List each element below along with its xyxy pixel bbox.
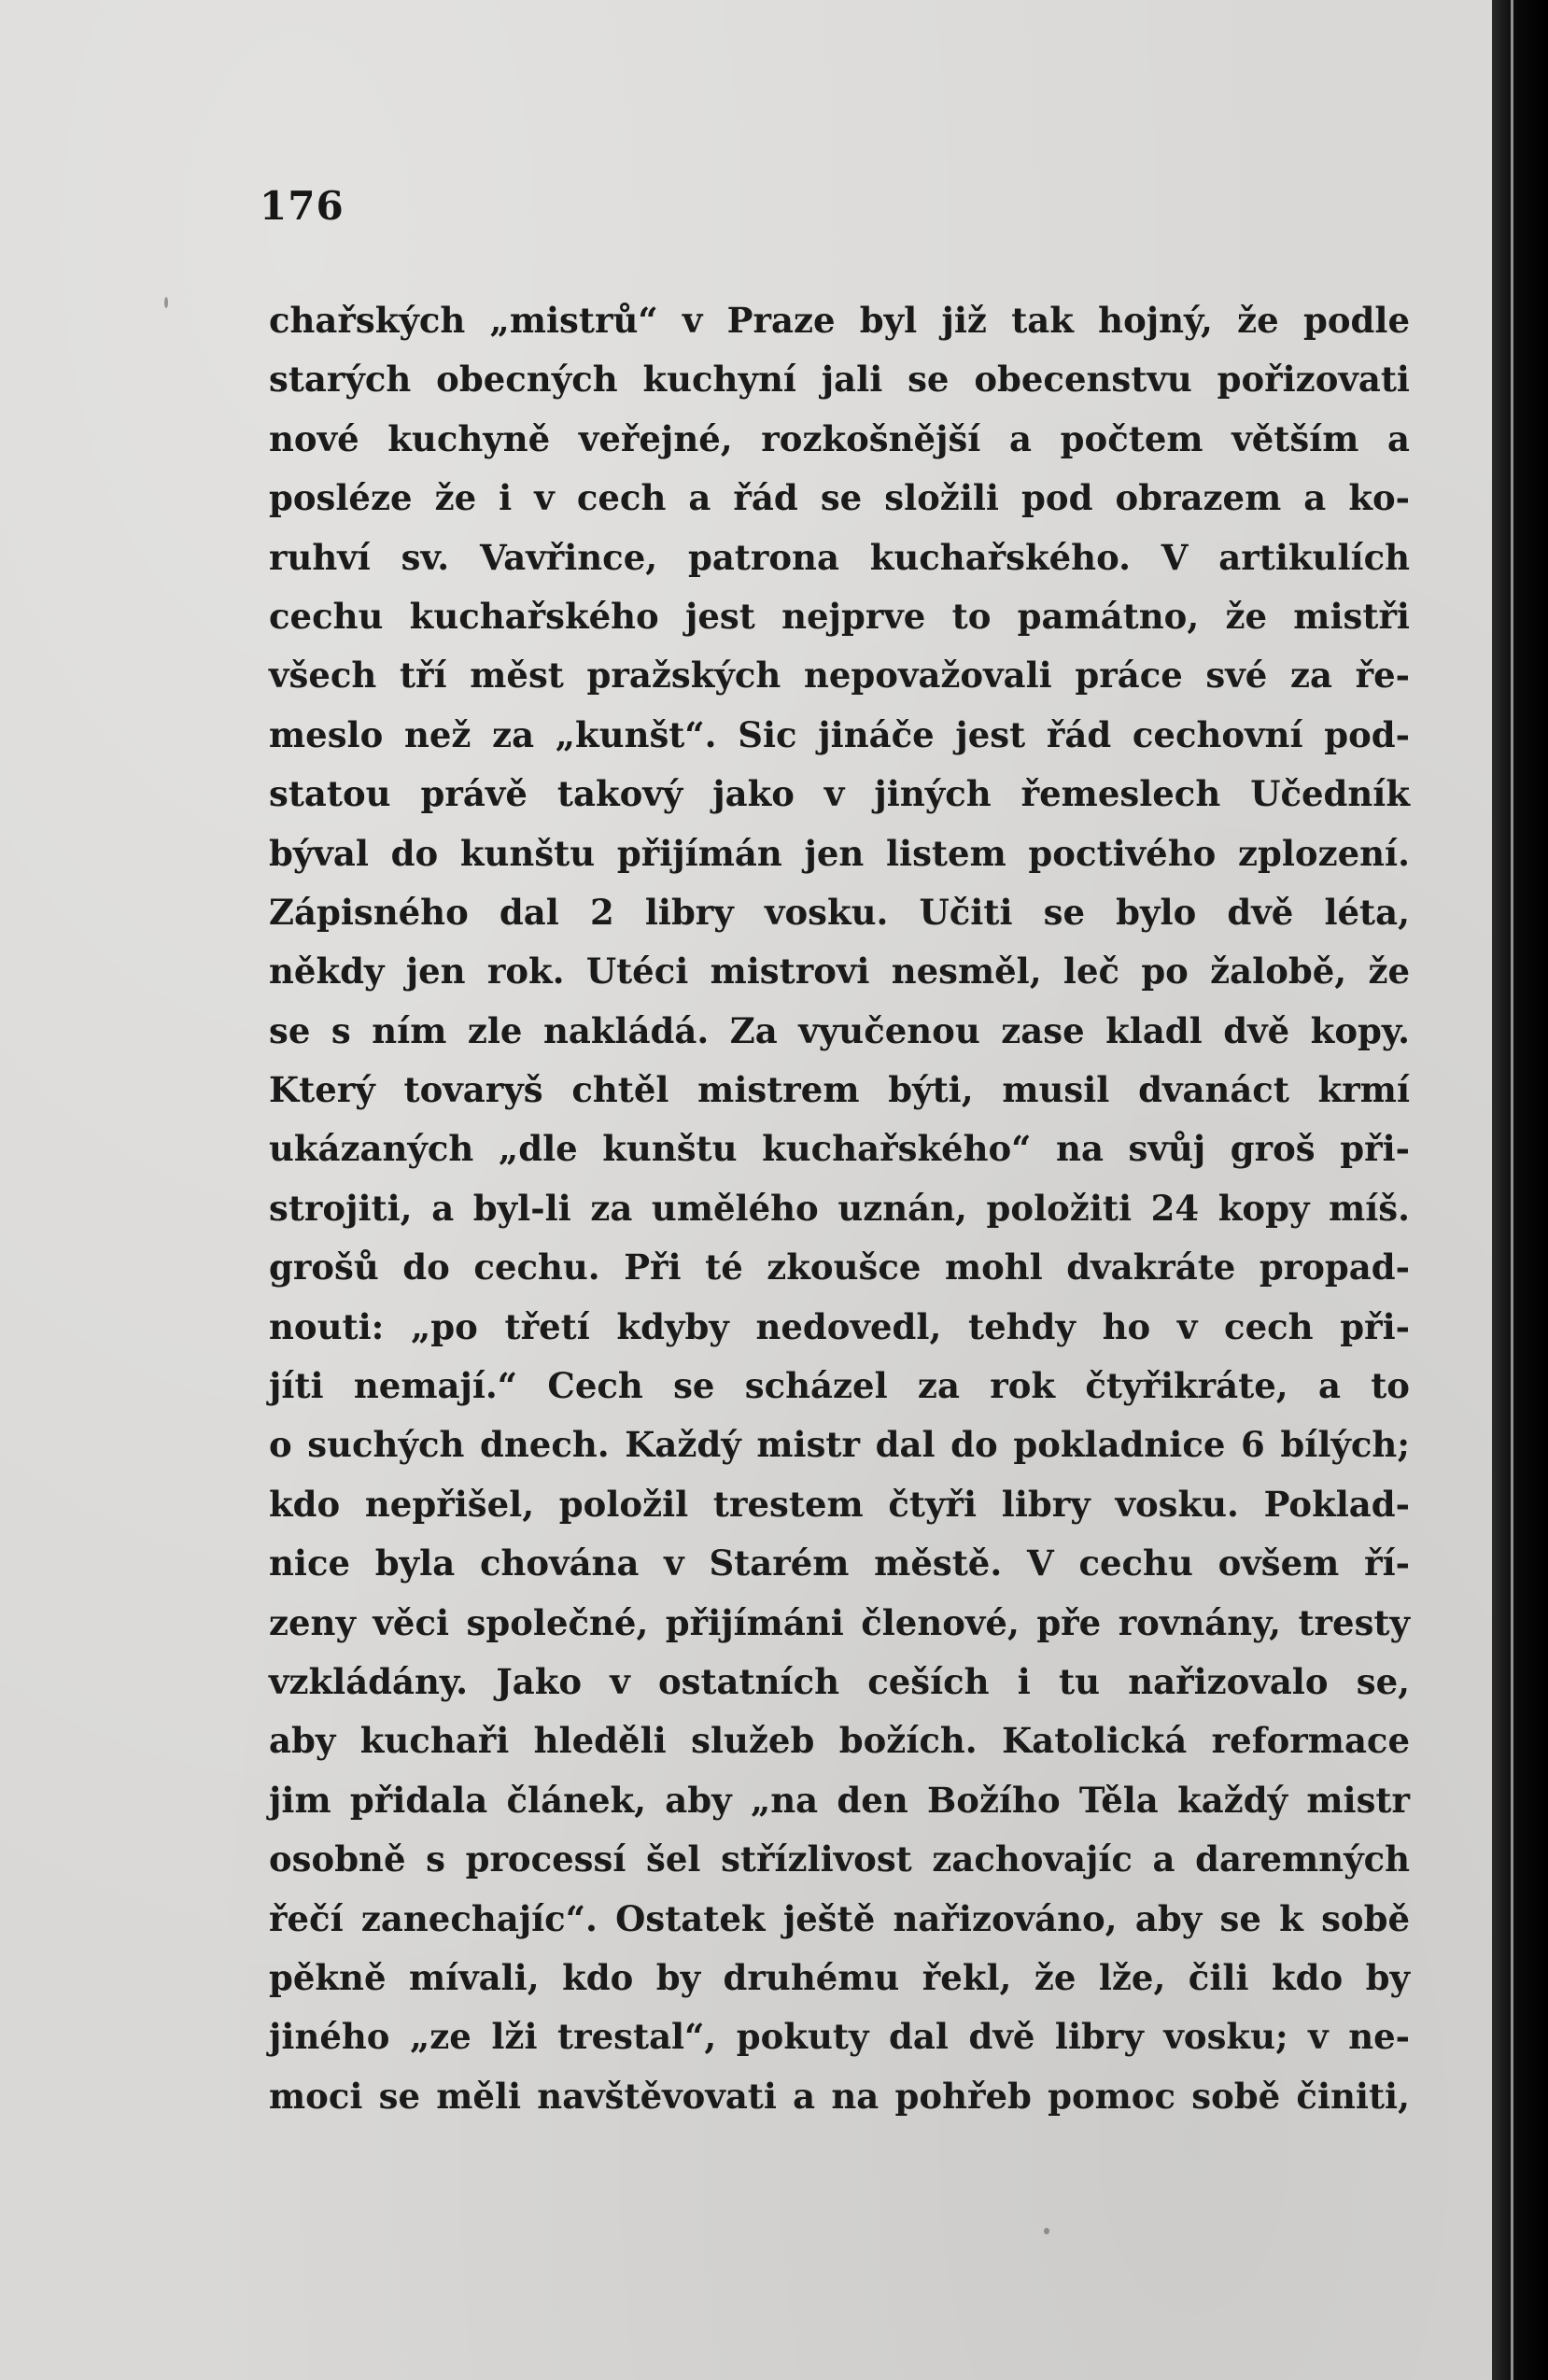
text-line: všech tří měst pražských nepovažovali práce své za ře- xyxy=(269,655,1410,697)
text-line: řečí zanechajíc“. Ostatek ještě nařizováno, aby se k sobě xyxy=(269,1897,1410,1939)
text-line: jim přidala článek, aby „na den Božího Těla každý mistr xyxy=(269,1779,1410,1821)
page-number: 176 xyxy=(260,183,345,229)
text-line: zeny věci společné, přijímáni členové, pře rovnány, tresty xyxy=(269,1601,1410,1643)
text-line: býval do kunštu přijímán jen listem poctivého zplození. xyxy=(269,832,1410,874)
text-line: nice byla chována v Starém městě. V cechu ovšem ří- xyxy=(269,1542,1410,1584)
text-line: vzkládány. Jako v ostatních ceších i tu nařizovalo se, xyxy=(269,1660,1410,1702)
text-line: o suchých dnech. Každý mistr dal do pokladnice 6 bílých; xyxy=(269,1424,1410,1466)
text-line: někdy jen rok. Utéci mistrovi nesměl, leč po žalobě, že xyxy=(269,951,1410,993)
text-line: nové kuchyně veřejné, rozkošnější a počtem větším a xyxy=(269,417,1410,459)
text-line: grošů do cechu. Při té zkoušce mohl dvakráte propad- xyxy=(269,1246,1410,1289)
text-line: jiného „ze lži trestal“, pokuty dal dvě libry vosku; v ne- xyxy=(269,2016,1410,2058)
text-line: statou právě takový jako v jiných řemeslech Učedník xyxy=(269,773,1410,815)
text-line: moci se měli navštěvovati a na pohřeb pomoc sobě činiti, xyxy=(269,2075,1410,2117)
text-line: nouti: „po třetí kdyby nedovedl, tehdy ho v cech při- xyxy=(269,1305,1410,1347)
text-line: starých obecných kuchyní jali se obecenstvu pořizovati xyxy=(269,359,1410,401)
text-line: chařských „mistrů“ v Praze byl již tak hojný, že podle xyxy=(269,300,1410,341)
text-line: posléze že i v cech a řád se složili pod obrazem a ko- xyxy=(269,477,1410,519)
text-line: strojiti, a byl-li za umělého uznán, položiti 24 kopy míš. xyxy=(269,1187,1410,1229)
text-line: cechu kuchařského jest nejprve to památno, že mistři xyxy=(269,595,1410,637)
text-line: Zápisného dal 2 libry vosku. Učiti se bylo dvě léta, xyxy=(269,891,1410,933)
page-edge-shadow xyxy=(1492,0,1548,2380)
text-line: aby kuchaři hleděli služeb božích. Katolická reformace xyxy=(269,1720,1410,1762)
text-line: osobně s processí šel střízlivost zachovajíc a daremných xyxy=(269,1838,1410,1880)
text-line: se s ním zle nakládá. Za vyučenou zase kladl dvě kopy. xyxy=(269,1009,1410,1051)
text-line: kdo nepřišel, položil trestem čtyři libry vosku. Poklad- xyxy=(269,1483,1410,1525)
print-speck xyxy=(1044,2228,1049,2234)
text-line: ruhví sv. Vavřince, patrona kuchařského. V artikulích xyxy=(269,536,1410,578)
text-line: ukázaných „dle kunštu kuchařského“ na svůj groš při- xyxy=(269,1128,1410,1170)
print-speck xyxy=(164,297,168,308)
text-line: Který tovaryš chtěl mistrem býti, musil dvanáct krmí xyxy=(269,1069,1410,1111)
body-text xyxy=(269,291,1410,2126)
text-line: meslo než za „kunšt“. Sic jináče jest řád cechovní pod- xyxy=(269,713,1410,755)
page-edge-line xyxy=(1511,0,1513,2380)
text-line: pěkně mívali, kdo by druhému řekl, že lže, čili kdo by xyxy=(269,1956,1410,1998)
text-line: jíti nemají.“ Cech se scházel za rok čtyřikráte, a to xyxy=(269,1365,1410,1407)
